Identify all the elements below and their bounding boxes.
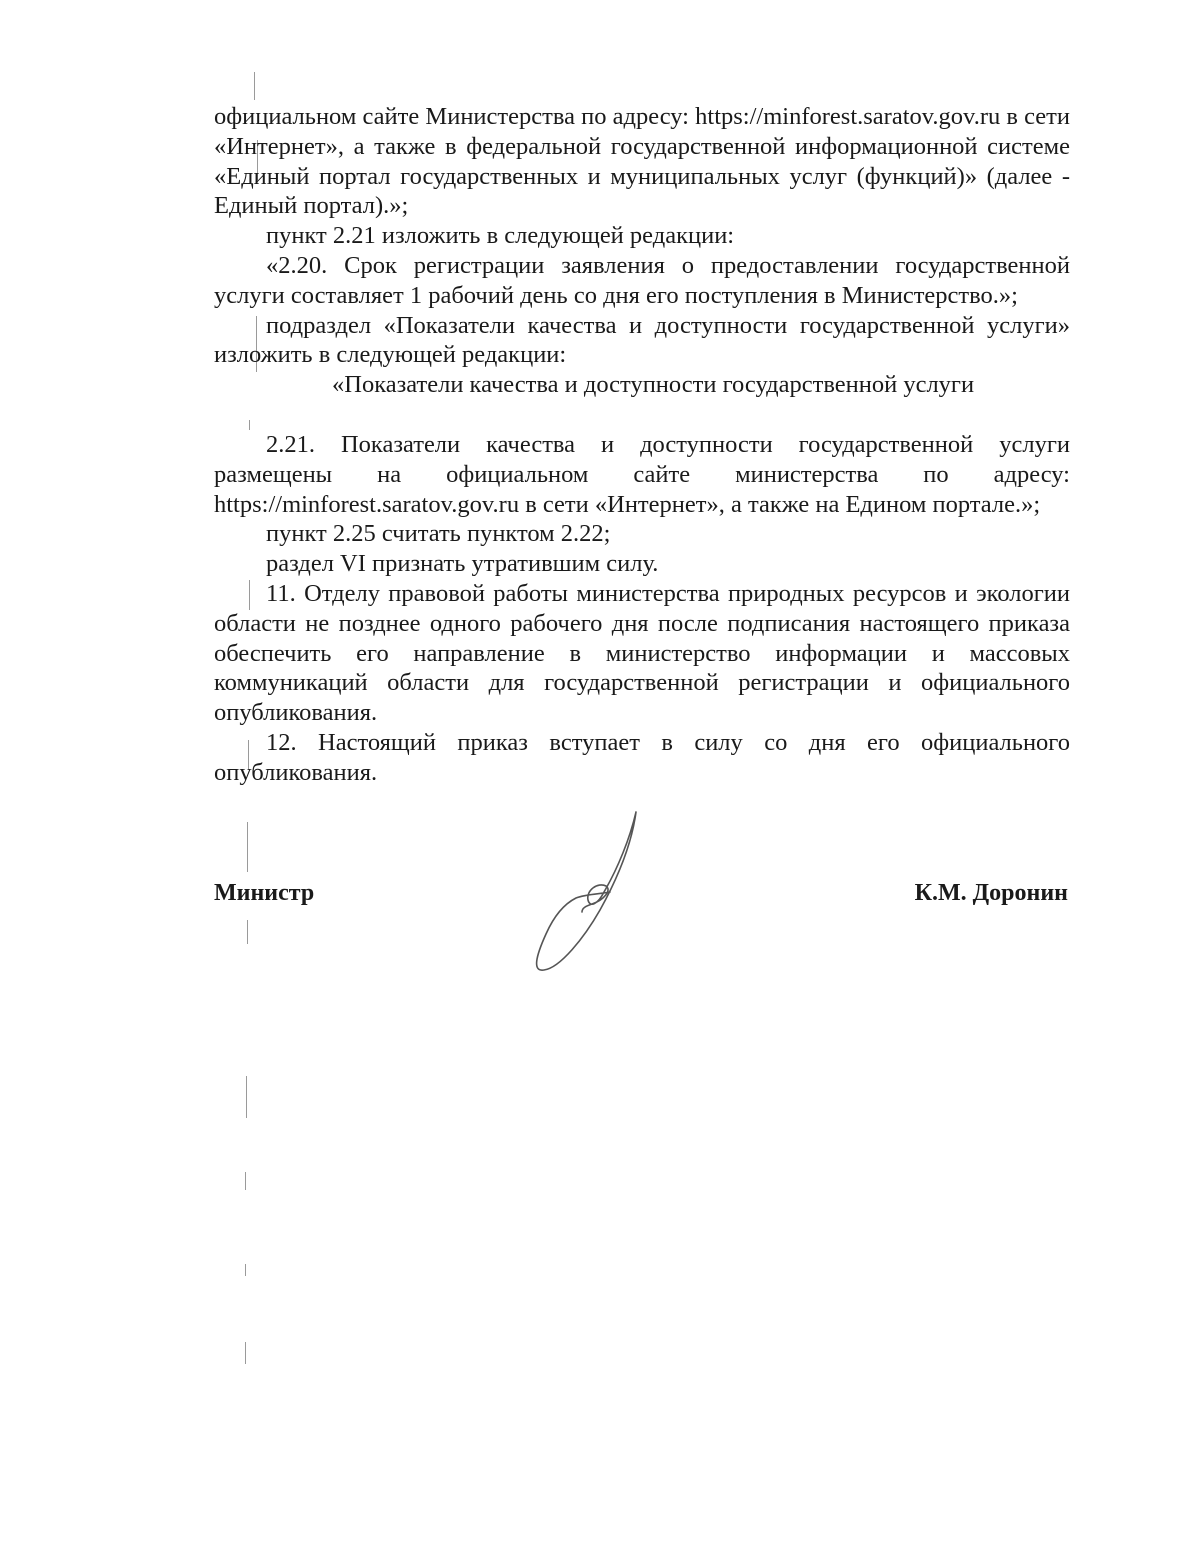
signature-block xyxy=(214,880,1070,912)
document-body xyxy=(214,102,1070,788)
scan-margin-mark xyxy=(247,822,248,872)
paragraph-item-11: 11. Отделу правовой работы министерства природных ресурсов и экологии области не позднее одного рабочего дня после подписания настоящего приказа обеспечить его направление в министерство информации и массовых коммуникаций области для государственной регистрации и официального опубликования. xyxy=(214,579,1070,727)
scan-margin-mark xyxy=(245,1342,246,1364)
signatory-name: К.М. Доронин xyxy=(914,880,1068,906)
paragraph-registration-term: «2.20. Срок регистрации заявления о предоставлении государственной услуги составляет 1 рабочий день со дня его поступления в Министерство.»; xyxy=(214,251,1070,309)
paragraph-section-vi: раздел VI признать утратившим силу. xyxy=(266,550,659,578)
scan-margin-mark xyxy=(254,72,255,100)
scan-margin-mark xyxy=(245,1172,246,1190)
paragraph-quality-indicators: 2.21. Показатели качества и доступности государственной услуги размещены на официальном сайте министерства по адресу: https://minforest.saratov.gov.ru в сети «Интернет», а также на Едином портале.»; xyxy=(214,430,1070,518)
scan-margin-mark xyxy=(246,1076,247,1118)
paragraph-point-2-21-intro: пункт 2.21 изложить в следующей редакции: xyxy=(266,222,735,250)
signatory-title: Министр xyxy=(214,880,315,906)
subsection-heading: «Показатели качества и доступности государственной услуги xyxy=(332,371,975,399)
paragraph-item-12: 12. Настоящий приказ вступает в силу со дня его официального опубликования. xyxy=(214,728,1070,786)
paragraph-site-info: официальном сайте Министерства по адресу: https://minforest.saratov.gov.ru в сети «Интернет», а также в федеральной государственной информационной системе «Единый портал государственных и муниципальных услуг (функций)» (далее - Единый портал).»; xyxy=(214,103,1070,220)
scan-margin-mark xyxy=(247,920,248,944)
spacer xyxy=(214,400,1070,430)
scan-margin-mark xyxy=(245,1264,246,1276)
paragraph-subsection-intro: подраздел «Показатели качества и доступности государственной услуги» изложить в следующей редакции: xyxy=(214,311,1070,369)
paragraph-point-renumber: пункт 2.25 считать пунктом 2.22; xyxy=(266,520,611,548)
